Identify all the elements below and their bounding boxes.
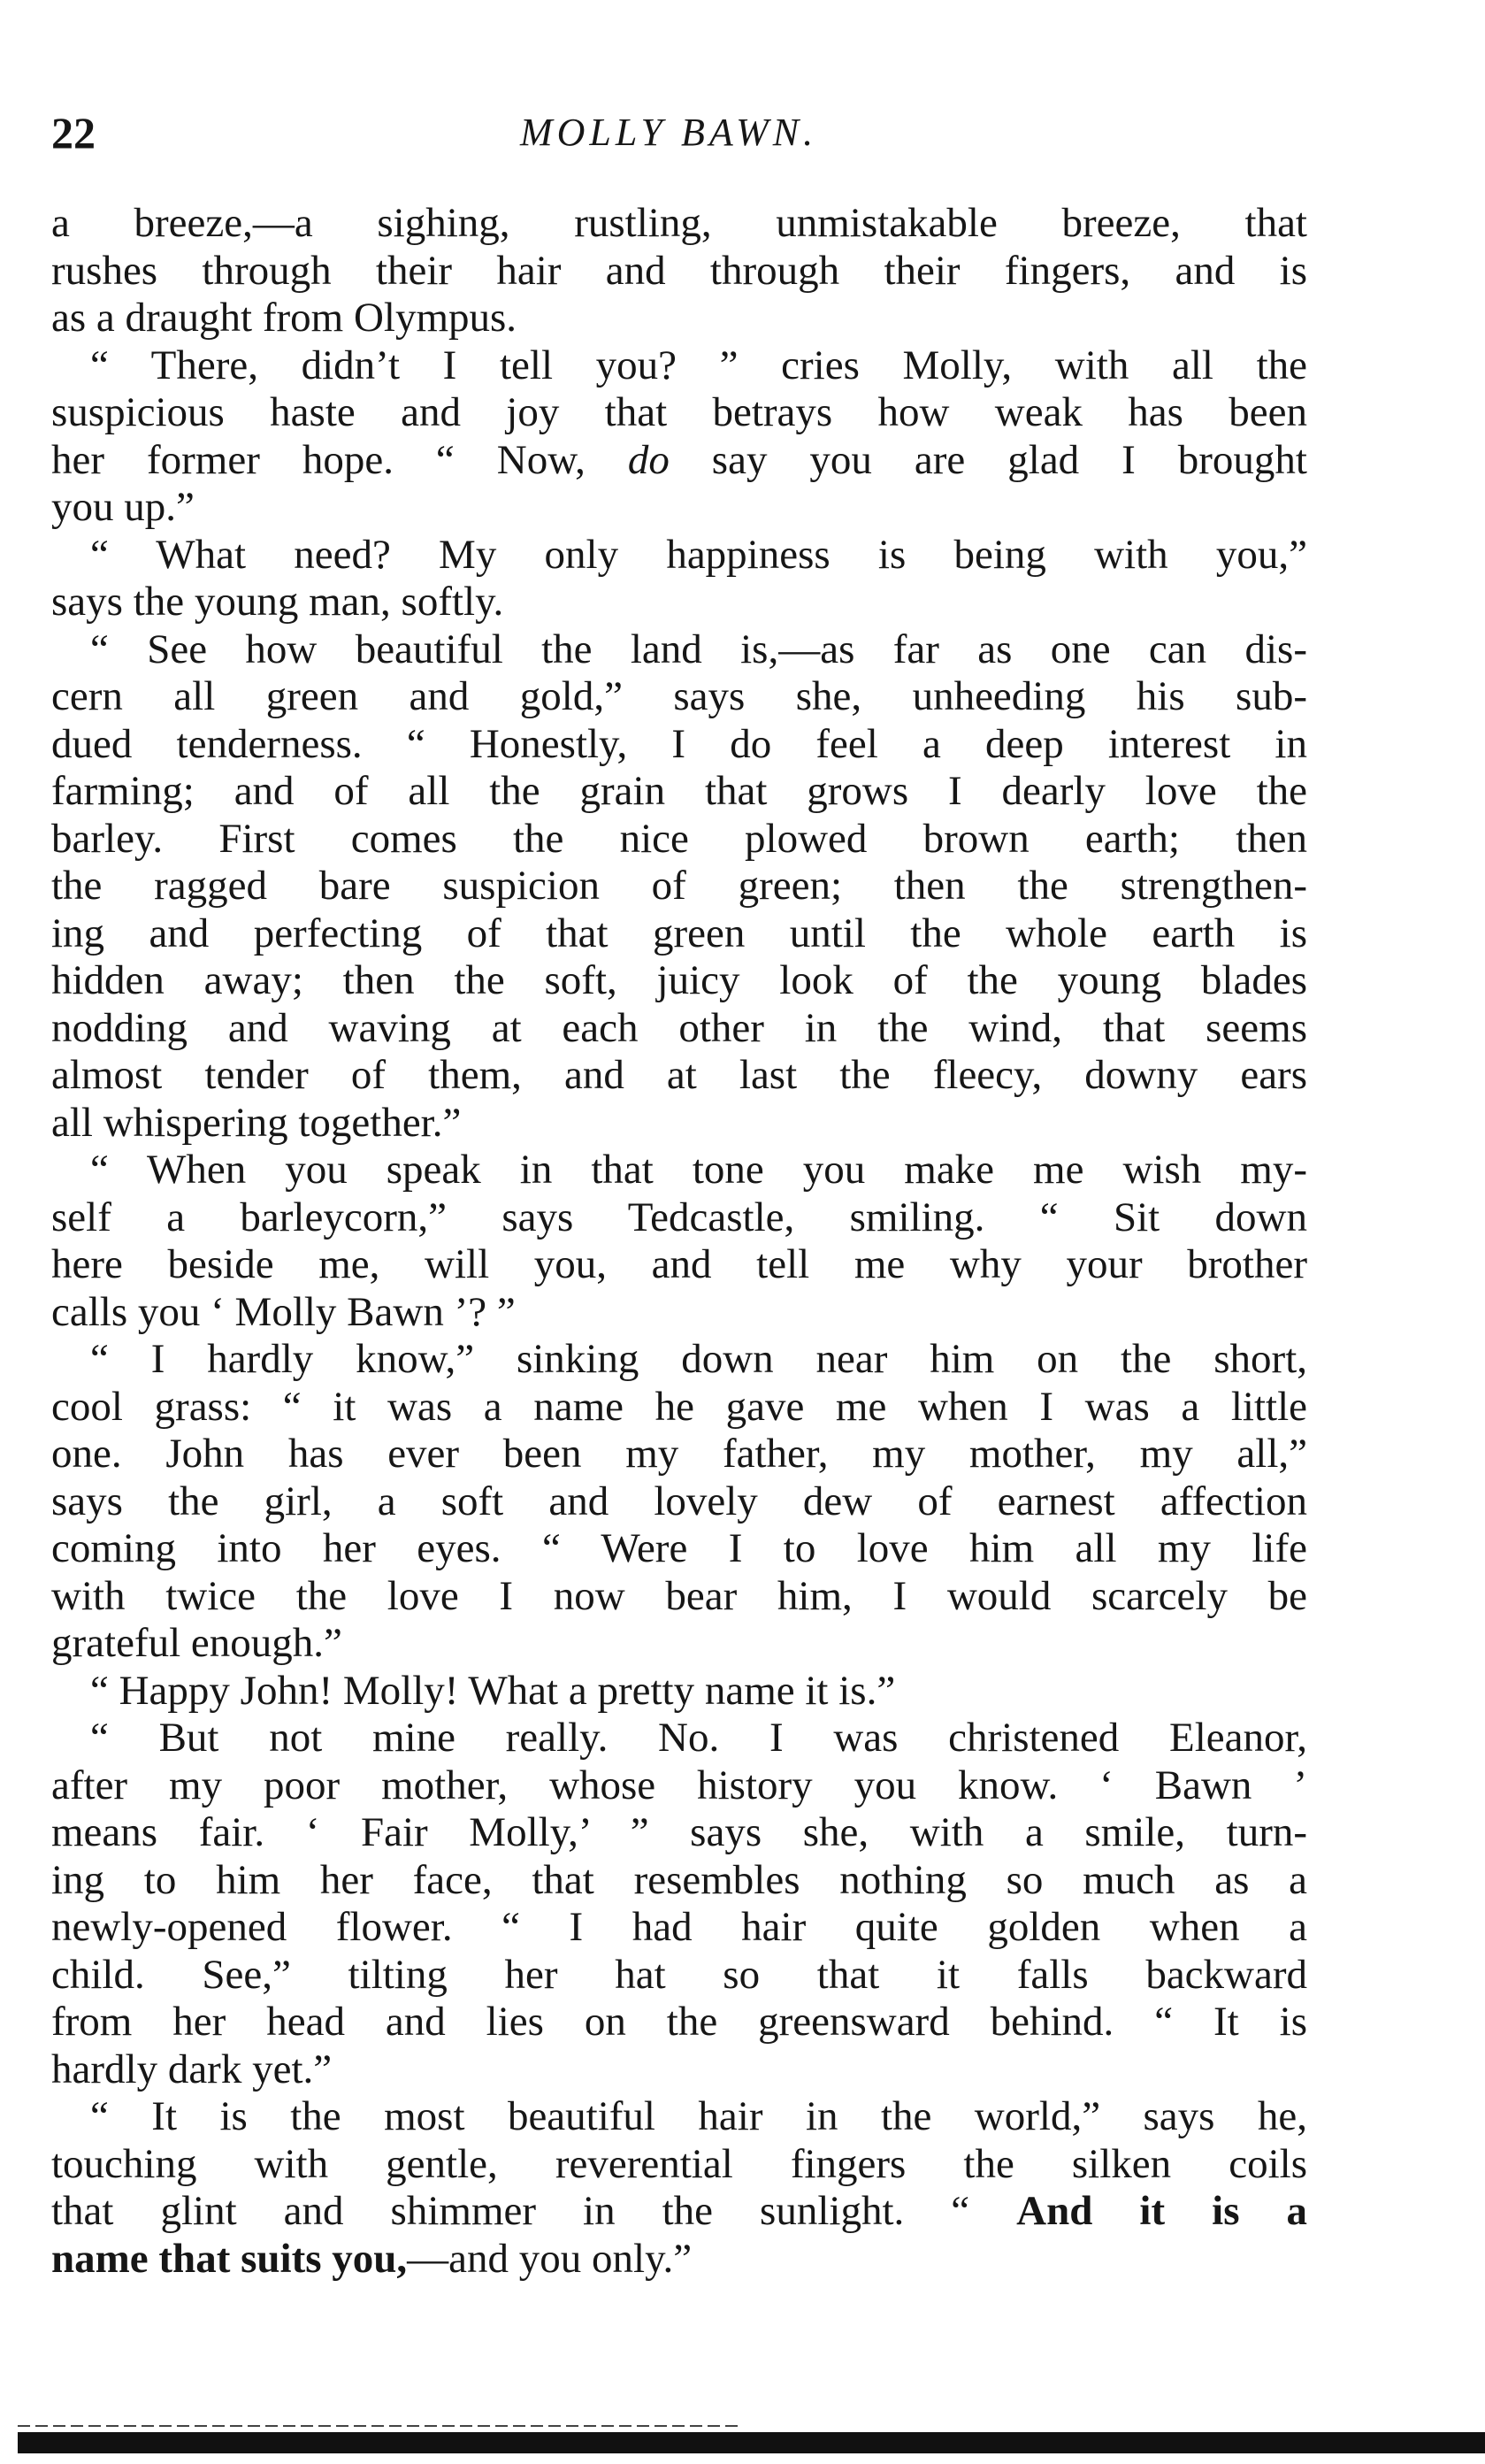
text-line: all whispering together.” [51,1099,462,1146]
text-line: coming into her eyes. “ Were I to love him all my life [51,1525,1307,1571]
text-line: self a barleycorn,” says Tedcastle, smiling. “ Sit down [51,1194,1307,1240]
text-line: dued tenderness. “ Honestly, I do feel a deep interest in [51,720,1307,767]
text-line: touching with gentle, reverential fingers the silken coils [51,2140,1307,2187]
text-line: one. John has ever been my father, my mother, my all,” [51,1431,1307,1477]
text-line: “ I hardly know,” sinking down near him on the short, [90,1336,1307,1382]
text-line: her former hope. “ Now, do say you are glad I brought [51,436,1307,483]
text-line: name that suits you,—and you only.” [51,2235,693,2282]
text-line: ing and perfecting of that green until the whole earth is [51,910,1307,956]
text-line: after my poor mother, whose history you know. ‘ Bawn ’ [51,1762,1307,1808]
text-line: that glint and shimmer in the sunlight. “ And it is a [51,2188,1307,2234]
running-head: MOLLY BAWN. [520,111,818,154]
text-line: you up.” [51,484,195,530]
text-line: calls you ‘ Molly Bawn ’? ” [51,1288,516,1335]
text-line: here beside me, will you, and tell me why your brother [51,1241,1307,1287]
text-line: a breeze,—a sighing, rustling, unmistakable breeze, that [51,200,1307,246]
text-line: grateful enough.” [51,1620,342,1666]
text-line: rushes through their hair and through their fingers, and is [51,247,1307,294]
page-header [51,106,1307,168]
text-line: hidden away; then the soft, juicy look of the young blades [51,957,1307,1003]
page-number: 22 [51,108,96,157]
text-line: “ When you speak in that tone you make me wish my- [90,1147,1307,1193]
text-line: suspicious haste and joy that betrays how weak has been [51,389,1307,435]
text-line: ing to him her face, that resembles nothing so much as a [51,1856,1307,1903]
text-line: from her head and lies on the greensward behind. “ It is [51,1999,1307,2045]
text-line: hardly dark yet.” [51,2046,333,2092]
text-line: as a draught from Olympus. [51,295,517,341]
text-line: “ It is the most beautiful hair in the world,” says he, [90,2093,1307,2139]
text-line: child. See,” tilting her hat so that it falls backward [51,1951,1307,1998]
text-line: “ Happy John! Molly! What a pretty name it is.” [90,1667,896,1714]
footer-rule-thick [18,2432,1485,2453]
text-line: with twice the love I now bear him, I would scarcely be [51,1572,1307,1619]
text-line: cool grass: “ it was a name he gave me when I was a little [51,1383,1307,1430]
text-line: says the girl, a soft and lovely dew of earnest affection [51,1478,1307,1524]
body-text [51,200,1307,2283]
text-line: “ What need? My only happiness is being with you,” [90,531,1307,578]
text-line: cern all green and gold,” says she, unheeding his sub- [51,673,1307,719]
text-line: barley. First comes the nice plowed brown earth; then [51,815,1307,862]
text-line: means fair. ‘ Fair Molly,’ ” says she, with a smile, turn- [51,1809,1307,1855]
footer-rule-thin [18,2425,743,2427]
text-line: says the young man, softly. [51,579,504,625]
text-line: “ See how beautiful the land is,—as far as one can dis- [90,626,1307,672]
text-line: almost tender of them, and at last the fleecy, downy ears [51,1052,1307,1098]
text-line: nodding and waving at each other in the wind, that seems [51,1004,1307,1051]
text-line: the ragged bare suspicion of green; then the strengthen- [51,863,1307,909]
text-line: farming; and of all the grain that grows I dearly love the [51,768,1307,814]
text-line: “ But not mine really. No. I was christened Eleanor, [90,1715,1307,1761]
text-line: “ There, didn’t I tell you? ” cries Molly, with all the [90,342,1307,388]
text-line: newly-opened flower. “ I had hair quite golden when a [51,1904,1307,1950]
